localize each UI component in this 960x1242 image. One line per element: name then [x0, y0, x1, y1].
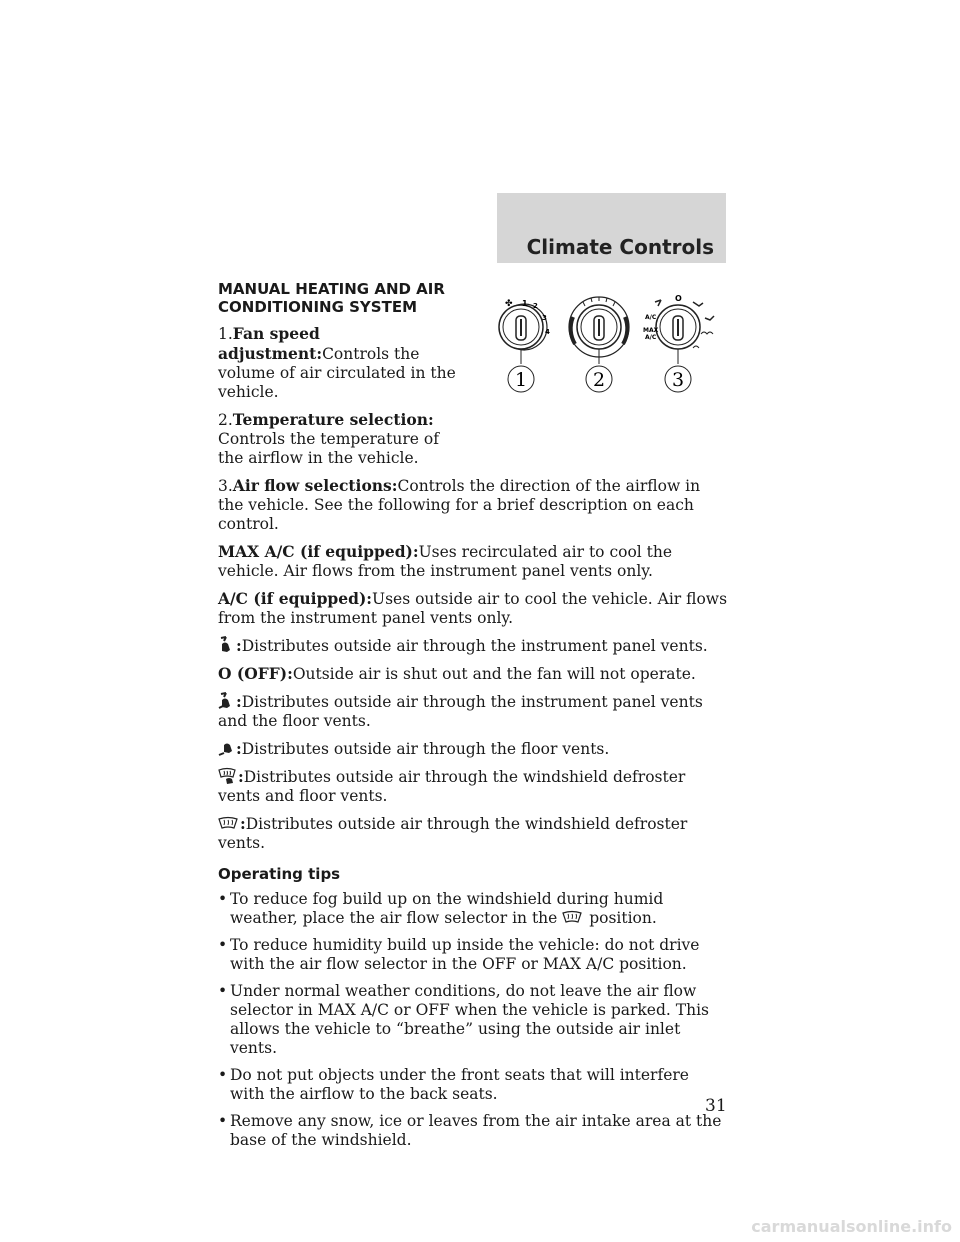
- defrost-floor-icon: [218, 767, 236, 785]
- mode-label-max: MAX: [643, 327, 659, 334]
- watermark: carmanualsonline.info: [751, 1217, 952, 1236]
- mode-ac: A/C (if equipped):Uses outside air to cool the vehicle. Air flows from the instrument panel vents only.: [218, 589, 728, 627]
- section-header-tab: [497, 193, 726, 263]
- fan-mark-1: 1: [522, 299, 528, 308]
- mode-defrost: :Distributes outside air through the windshield defroster vents.: [218, 814, 688, 852]
- item-temperature: 2.Temperature selection: Controls the temperature of the airflow in the vehicle.: [218, 410, 439, 467]
- list-item: • To reduce humidity build up inside the vehicle: do not drive with the air flow selector in the OFF or MAX A/C position.: [218, 936, 700, 973]
- mode-off: O (OFF):Outside air is shut out and the fan will not operate.: [218, 664, 696, 683]
- fan-mark-2: 2: [533, 302, 538, 310]
- list-item: • Under normal weather conditions, do not leave the air flow selector in MAX A/C or OFF when the vehicle is parked. This allows the vehicle to “breathe” using the outside air inlet vents.: [218, 982, 709, 1057]
- svg-text:1: 1: [514, 369, 528, 391]
- fan-mark-4: 4: [545, 328, 550, 336]
- floor-vent-icon: [218, 739, 234, 757]
- svg-text:2: 2: [592, 369, 606, 391]
- operating-tips-heading: Operating tips: [218, 865, 341, 883]
- fan-mark-3: 3: [542, 314, 547, 322]
- page-number: 31: [705, 1096, 727, 1116]
- mode-label-max-ac: A/C: [645, 334, 657, 341]
- panel-vent-icon: [218, 636, 234, 654]
- list-item: • Do not put objects under the front seats that will interfere with the airflow to the back seats.: [218, 1066, 689, 1103]
- section-title: MANUAL HEATING AND AIR CONDITIONING SYSTEM: [218, 280, 445, 316]
- mode-label-off: O: [675, 294, 682, 303]
- section-header-title: Climate Controls: [526, 235, 714, 259]
- list-item: • Remove any snow, ice or leaves from the air intake area at the base of the windshield.: [218, 1112, 722, 1149]
- mode-defrost-floor: :Distributes outside air through the windshield defroster vents and floor vents.: [218, 767, 686, 805]
- mode-floor: :Distributes outside air through the floor vents.: [218, 739, 728, 759]
- item-air-flow: 3.Air flow selections:Controls the direction of the airflow in the vehicle. See the following for a brief description on each control.: [218, 476, 701, 533]
- mode-panel-floor: :Distributes outside air through the instrument panel vents and the floor vents.: [218, 692, 703, 730]
- mode-label-ac: A/C: [645, 314, 657, 321]
- list-item: • To reduce fog build up on the windshield during humid weather, place the air flow selector in the position.: [218, 890, 664, 927]
- item-fan-speed: 1.Fan speed adjustment:Controls the volume of air circulated in the vehicle.: [218, 324, 456, 401]
- page-content: [218, 280, 728, 1158]
- defrost-icon: [562, 910, 582, 926]
- operating-tips-list: [218, 890, 728, 1150]
- svg-text:3: 3: [671, 369, 685, 391]
- svg-text:✤: ✤: [505, 299, 513, 309]
- mode-max-ac: MAX A/C (if equipped):Uses recirculated air to cool the vehicle. Air flows from the instrument panel vents only.: [218, 542, 673, 580]
- defrost-icon: [218, 816, 238, 832]
- panel-floor-vent-icon: [218, 692, 234, 710]
- mode-panel: :Distributes outside air through the instrument panel vents.: [218, 636, 728, 656]
